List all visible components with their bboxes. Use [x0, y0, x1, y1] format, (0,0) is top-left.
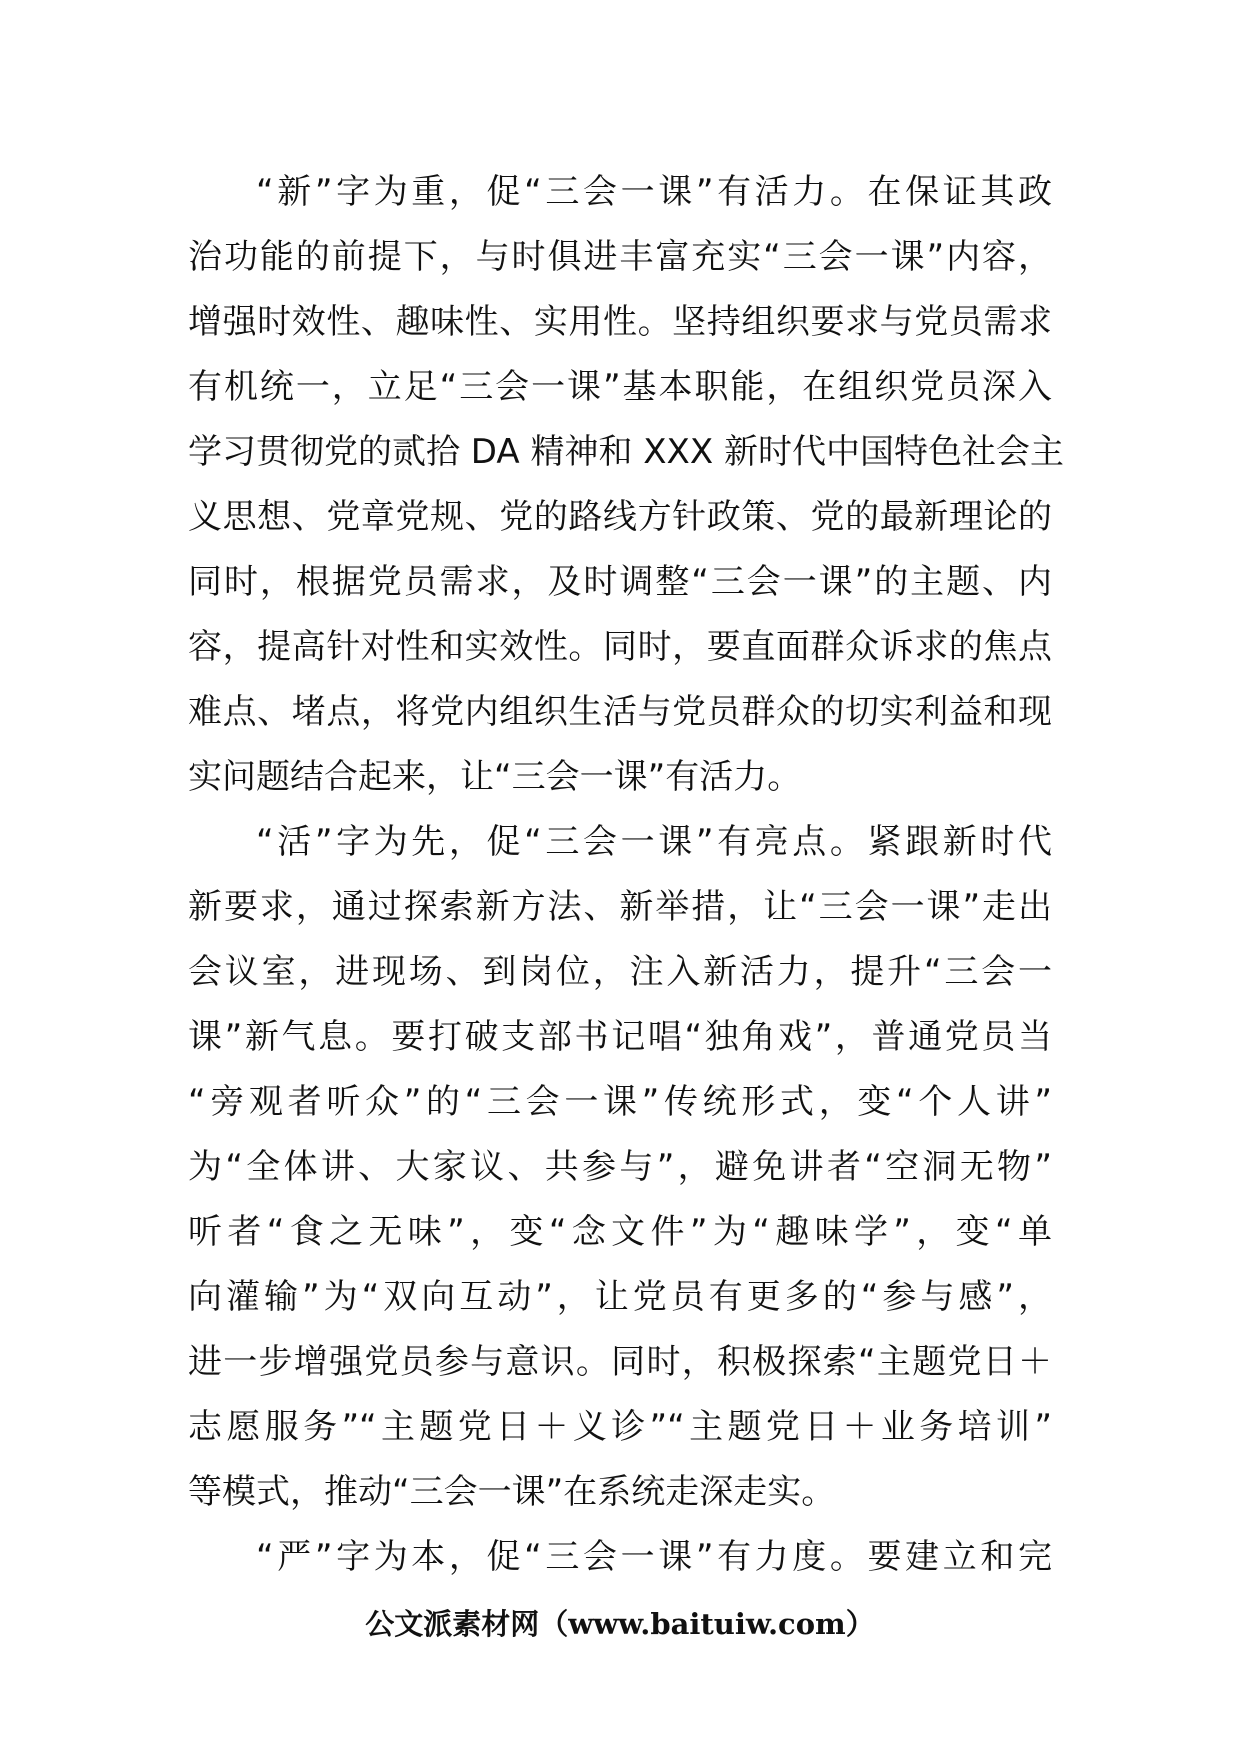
footer-source-credit: 公文派素材网（www.baituiw.com） — [365, 1607, 875, 1641]
paragraph-2-line-7: 听者“食之无味”，变“念文件”为“趣味学”，变“单 — [188, 1212, 1052, 1252]
paragraph-2-line-9: 进一步增强党员参与意识。同时，积极探索“主题党日＋ — [188, 1342, 1052, 1382]
paragraph-3-line-1: “严”字为本，促“三会一课”有力度。要建立和完 — [256, 1537, 1052, 1577]
paragraph-1-line-5: 学习贯彻党的贰拾 DA 精神和 XXX 新时代中国特色社会主 — [188, 432, 1064, 472]
paragraph-1-line-9: 难点、堵点，将党内组织生活与党员群众的切实利益和现 — [188, 692, 1052, 732]
paragraph-1-line-6: 义思想、党章党规、党的路线方针政策、党的最新理论的 — [188, 497, 1052, 537]
paragraph-2-line-4: 课”新气息。要打破支部书记唱“独角戏”，普通党员当 — [188, 1017, 1052, 1057]
paragraph-2-line-8: 向灌输”为“双向互动”，让党员有更多的“参与感”， — [188, 1277, 1052, 1317]
paragraph-1-line-2: 治功能的前提下，与时俱进丰富充实“三会一课”内容， — [188, 237, 1052, 277]
paragraph-1-line-7: 同时，根据党员需求，及时调整“三会一课”的主题、内 — [188, 562, 1052, 602]
paragraph-2-line-1: “活”字为先，促“三会一课”有亮点。紧跟新时代 — [256, 822, 1052, 862]
paragraph-1-line-8: 容，提高针对性和实效性。同时，要直面群众诉求的焦点 — [188, 627, 1052, 667]
paragraph-1-line-4: 有机统一，立足“三会一课”基本职能，在组织党员深入 — [188, 367, 1052, 407]
paragraph-2-line-3: 会议室，进现场、到岗位，注入新活力，提升“三会一 — [188, 952, 1052, 992]
paragraph-1-line-1: “新”字为重，促“三会一课”有活力。在保证其政 — [256, 172, 1052, 212]
document-body — [188, 160, 1064, 1590]
paragraph-1-line-3: 增强时效性、趣味性、实用性。坚持组织要求与党员需求 — [188, 302, 1052, 342]
paragraph-2-line-10: 志愿服务”“主题党日＋义诊”“主题党日＋业务培训” — [188, 1407, 1052, 1447]
paragraph-2-line-11: 等模式，推动“三会一课”在系统走深走实。 — [188, 1472, 836, 1512]
paragraph-2-line-2: 新要求，通过探索新方法、新举措，让“三会一课”走出 — [188, 887, 1052, 927]
paragraph-1-line-10: 实问题结合起来，让“三会一课”有活力。 — [188, 757, 802, 797]
paragraph-2-line-5: “旁观者听众”的“三会一课”传统形式，变“个人讲” — [188, 1082, 1052, 1122]
paragraph-2-line-6: 为“全体讲、大家议、共参与”，避免讲者“空洞无物” — [188, 1147, 1052, 1187]
